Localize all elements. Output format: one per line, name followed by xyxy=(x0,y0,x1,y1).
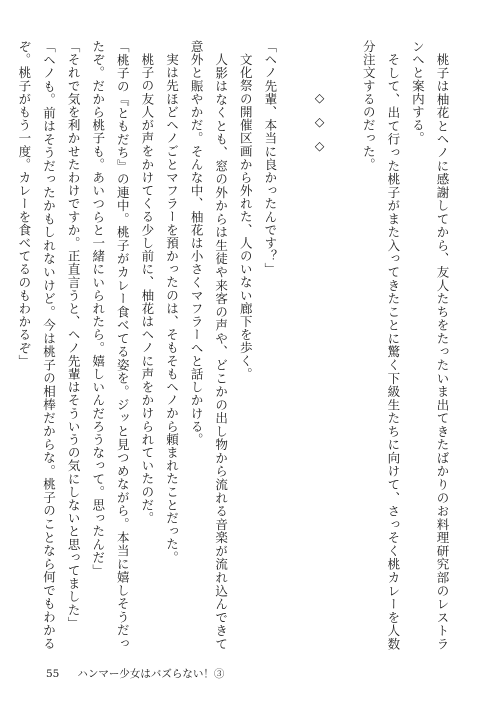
paragraph: 人影はなくとも、窓の外からは生徒や来客の声や、どこかの出し物から流れる音楽が流れ込んできて意外と賑やかだ。そんな中、柚花は小さくマフラーへと話しかける。 xyxy=(189,40,229,650)
paragraph: 桃子は柚花とヘノに感謝してから、友人たちをたったいま出てきたばかりのお料理研究部のレストランへと案内する。 xyxy=(410,40,450,650)
running-title: ハンマー少女はバズらない！③ xyxy=(77,668,225,680)
vertical-text-body xyxy=(16,40,454,650)
page-number: 55 xyxy=(46,668,60,680)
paragraph: 「ヘノも。前はそうだったかもしれないけど。今は桃子の相棒だからな。桃子のことなら何でもわかるぞ。桃子がもう一度。カレーを食べてるのもわかるぞ」 xyxy=(16,40,57,650)
paragraph: 「桃子の『ともだち』の連中。桃子がカレー食べてる姿を。ジッと見つめながら。本当に嬉しそうだったぞ。だから桃子も。あいつらと一緒にいられたら。嬉しいんだろうなって。思ったんだ」 xyxy=(90,40,131,650)
paragraph: そして、出て行った桃子がまた入ってきたことに驚く下級生たちに向けて、さっそく桃カレーを人数分注文するのだった。 xyxy=(361,40,401,650)
scene-separator: ◇◇◇ xyxy=(312,90,328,162)
paragraph: 桃子の友人が声をかけてくる少し前に、柚花はヘノに声をかけられていたのだ。 xyxy=(139,52,155,525)
blank-line xyxy=(331,40,356,650)
paragraph: 「それで気を利かせたわけですか。正直言うと、ヘノ先輩はそういうの気にしないと思ってました」 xyxy=(66,40,82,630)
paragraph: 「ヘノ先輩、本当に良かったんです？」 xyxy=(262,40,278,276)
page-footer xyxy=(46,666,224,681)
blank-line xyxy=(282,40,307,650)
paragraph: 文化祭の開催区画から外れた、人のいない廊下を歩く。 xyxy=(238,52,254,380)
paragraph: 実は先ほどヘノごとマフラーを預かったのは、そもそもヘノから頼まれたことだった。 xyxy=(164,52,180,564)
